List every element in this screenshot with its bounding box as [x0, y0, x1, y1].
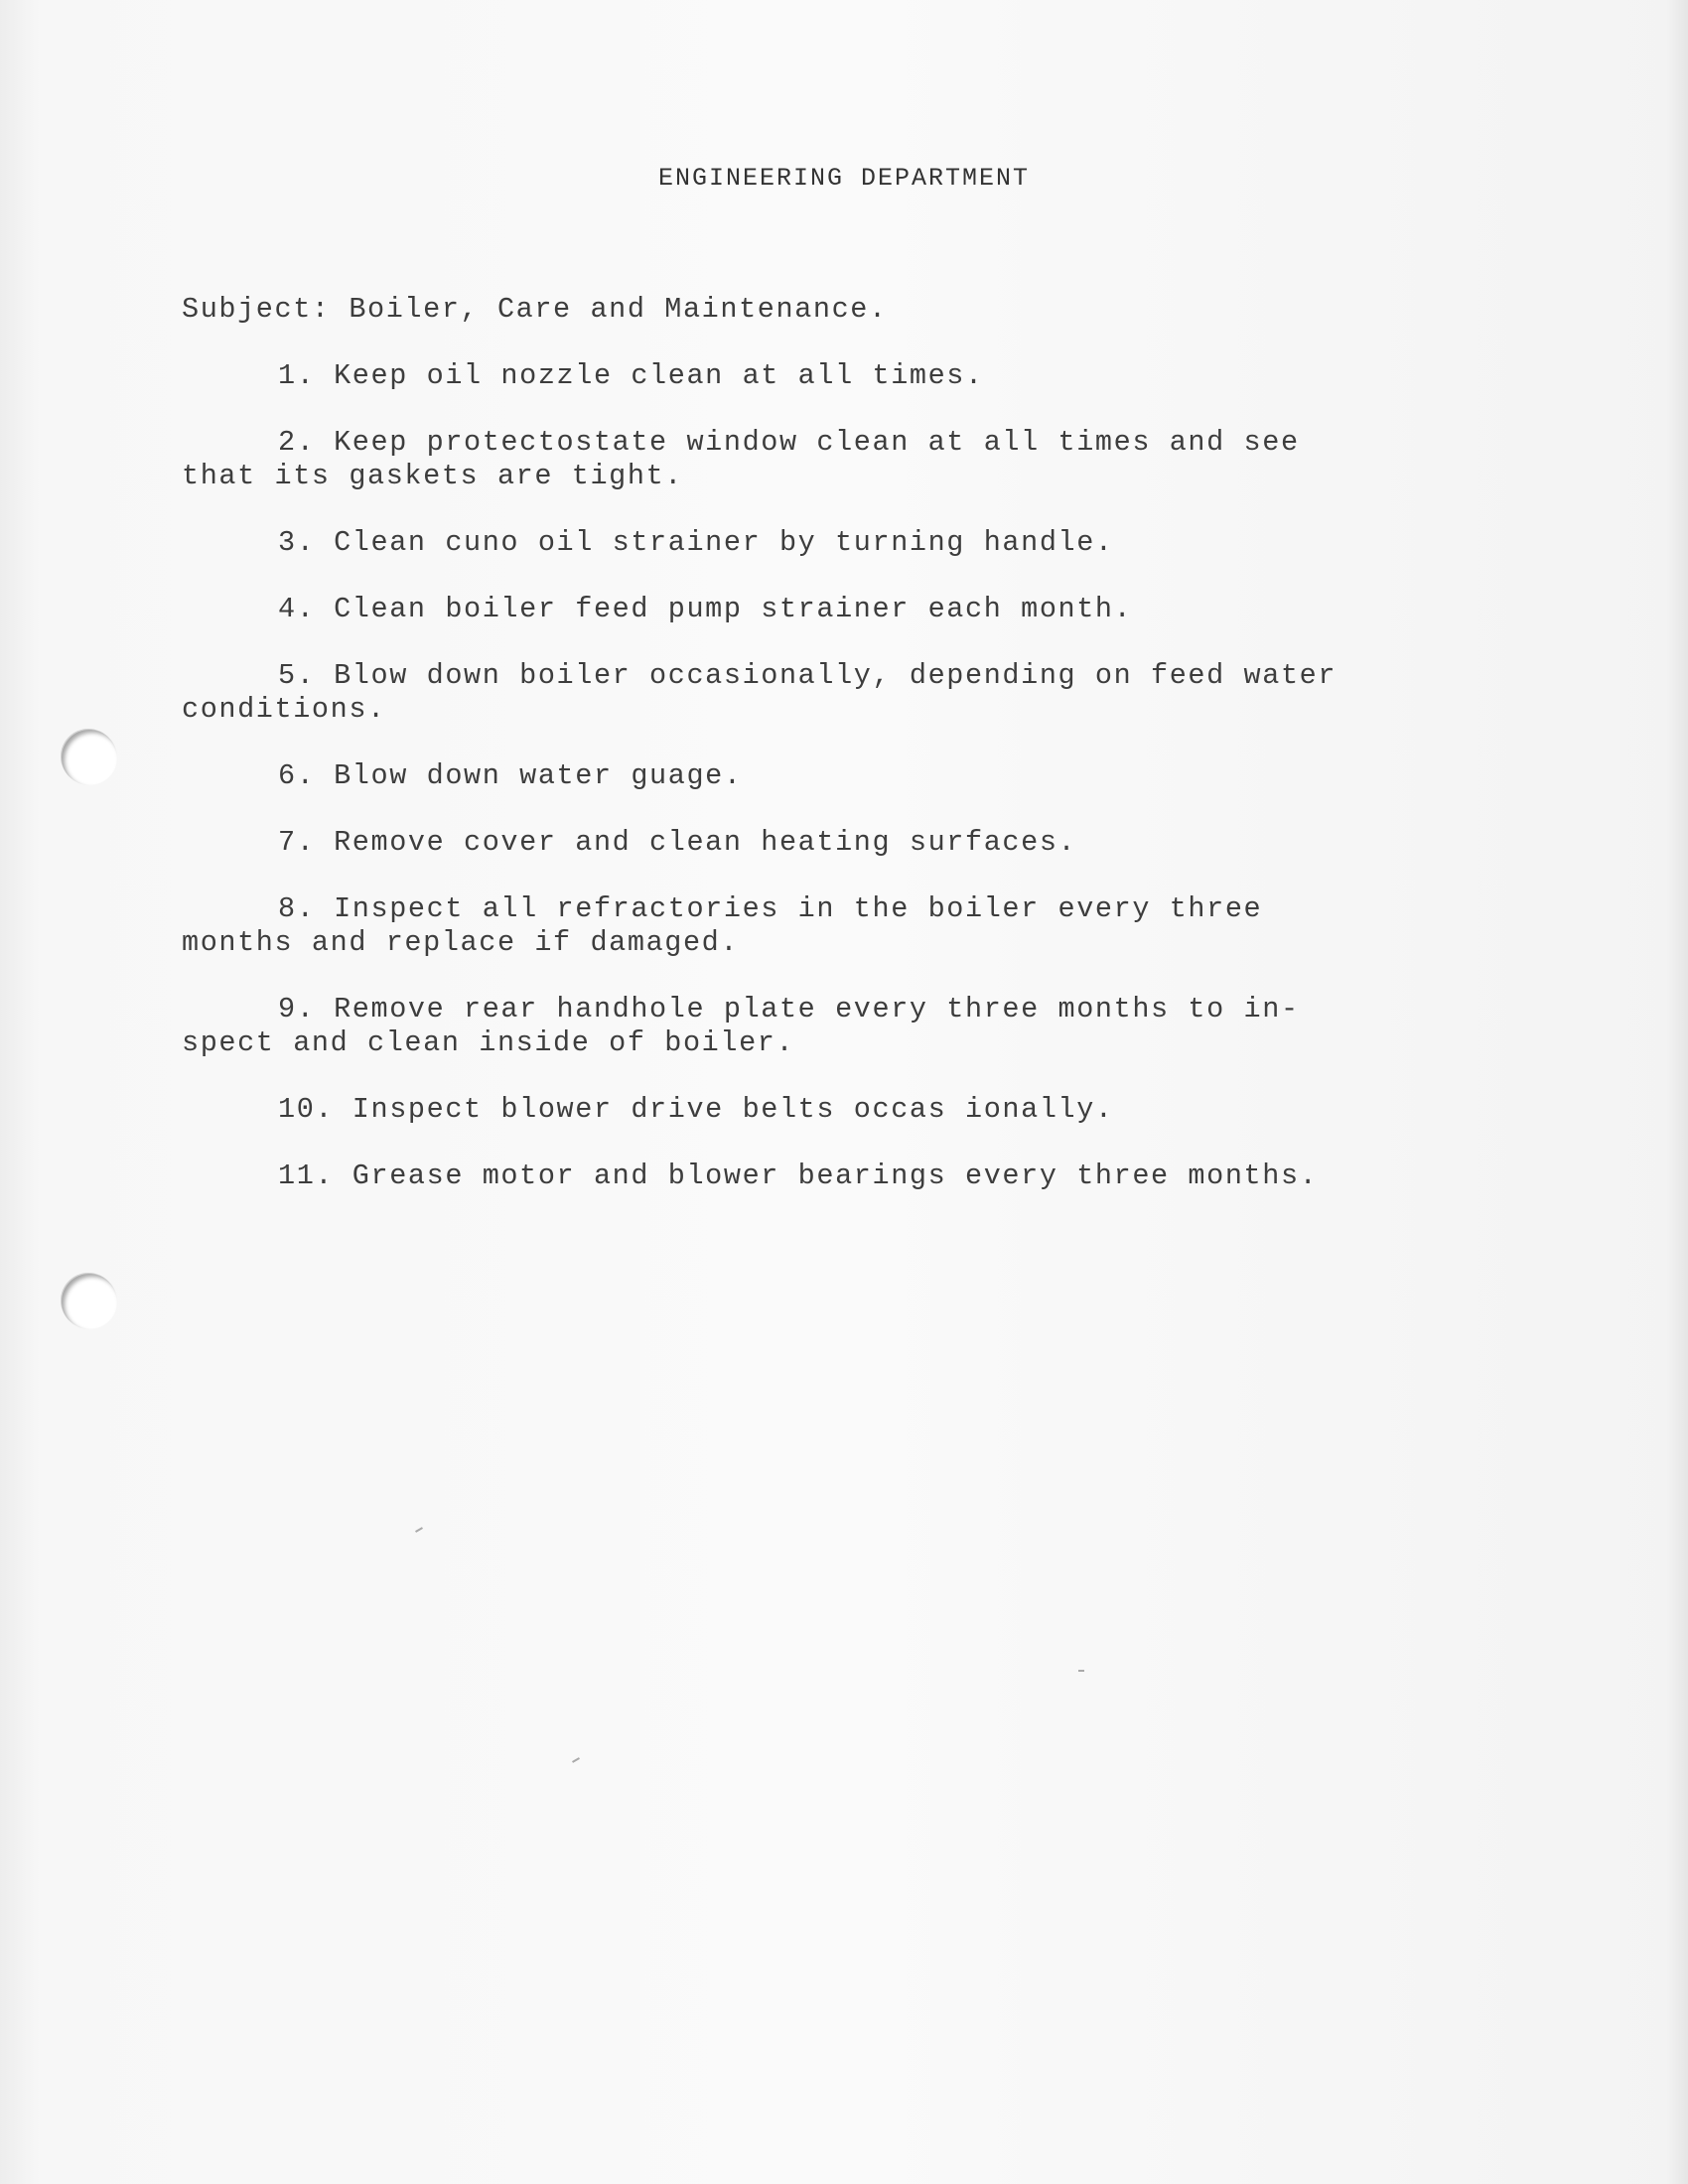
- punch-hole-top: [62, 730, 117, 785]
- list-item-text: 3. Clean cuno oil strainer by turning handle.: [278, 526, 1114, 559]
- list-item-text-continued: spect and clean inside of boiler.: [182, 1026, 795, 1059]
- paper-speck: [572, 1757, 580, 1763]
- list-item-text-continued: months and replace if damaged.: [182, 926, 740, 959]
- paper-speck: [415, 1527, 423, 1533]
- list-item-text: 6. Blow down water guage.: [278, 759, 743, 792]
- list-item-6: [182, 759, 1433, 793]
- list-item-text: 2. Keep protectostate window clean at all times and see: [278, 426, 1300, 459]
- list-item-8: [182, 892, 1433, 960]
- list-item-5: [182, 659, 1433, 727]
- list-item-11: [182, 1160, 1433, 1193]
- page-edge-shadow: [1666, 0, 1688, 2184]
- subject-line: Subject: Boiler, Care and Maintenance.: [182, 293, 888, 326]
- list-item-text: 9. Remove rear handhole plate every three months to in-: [278, 993, 1300, 1025]
- list-item-text: 4. Clean boiler feed pump strainer each month.: [278, 593, 1133, 625]
- list-item-text: 5. Blow down boiler occasionally, depending on feed water: [278, 659, 1337, 692]
- list-item-3: [182, 526, 1433, 560]
- paper-speck: [1078, 1670, 1084, 1672]
- list-item-text: 7. Remove cover and clean heating surfaces.: [278, 826, 1077, 859]
- list-item-text-continued: that its gaskets are tight.: [182, 460, 683, 492]
- list-item-9: [182, 993, 1433, 1060]
- list-item-text: 8. Inspect all refractories in the boiler every three: [278, 892, 1263, 925]
- list-item-4: [182, 593, 1433, 626]
- document-heading: ENGINEERING DEPARTMENT: [657, 164, 1031, 193]
- list-item-text: 10. Inspect blower drive belts occas ionally.: [278, 1093, 1114, 1126]
- list-item-7: [182, 826, 1433, 860]
- list-item-text-continued: conditions.: [182, 693, 386, 726]
- document-body: [182, 293, 1433, 1226]
- punch-hole-bottom: [62, 1274, 117, 1329]
- list-item-10: [182, 1093, 1433, 1127]
- list-item-text: 1. Keep oil nozzle clean at all times.: [278, 359, 984, 392]
- list-item-1: [182, 359, 1433, 393]
- list-item-text: 11. Grease motor and blower bearings every three months.: [278, 1160, 1319, 1192]
- list-item-2: [182, 426, 1433, 493]
